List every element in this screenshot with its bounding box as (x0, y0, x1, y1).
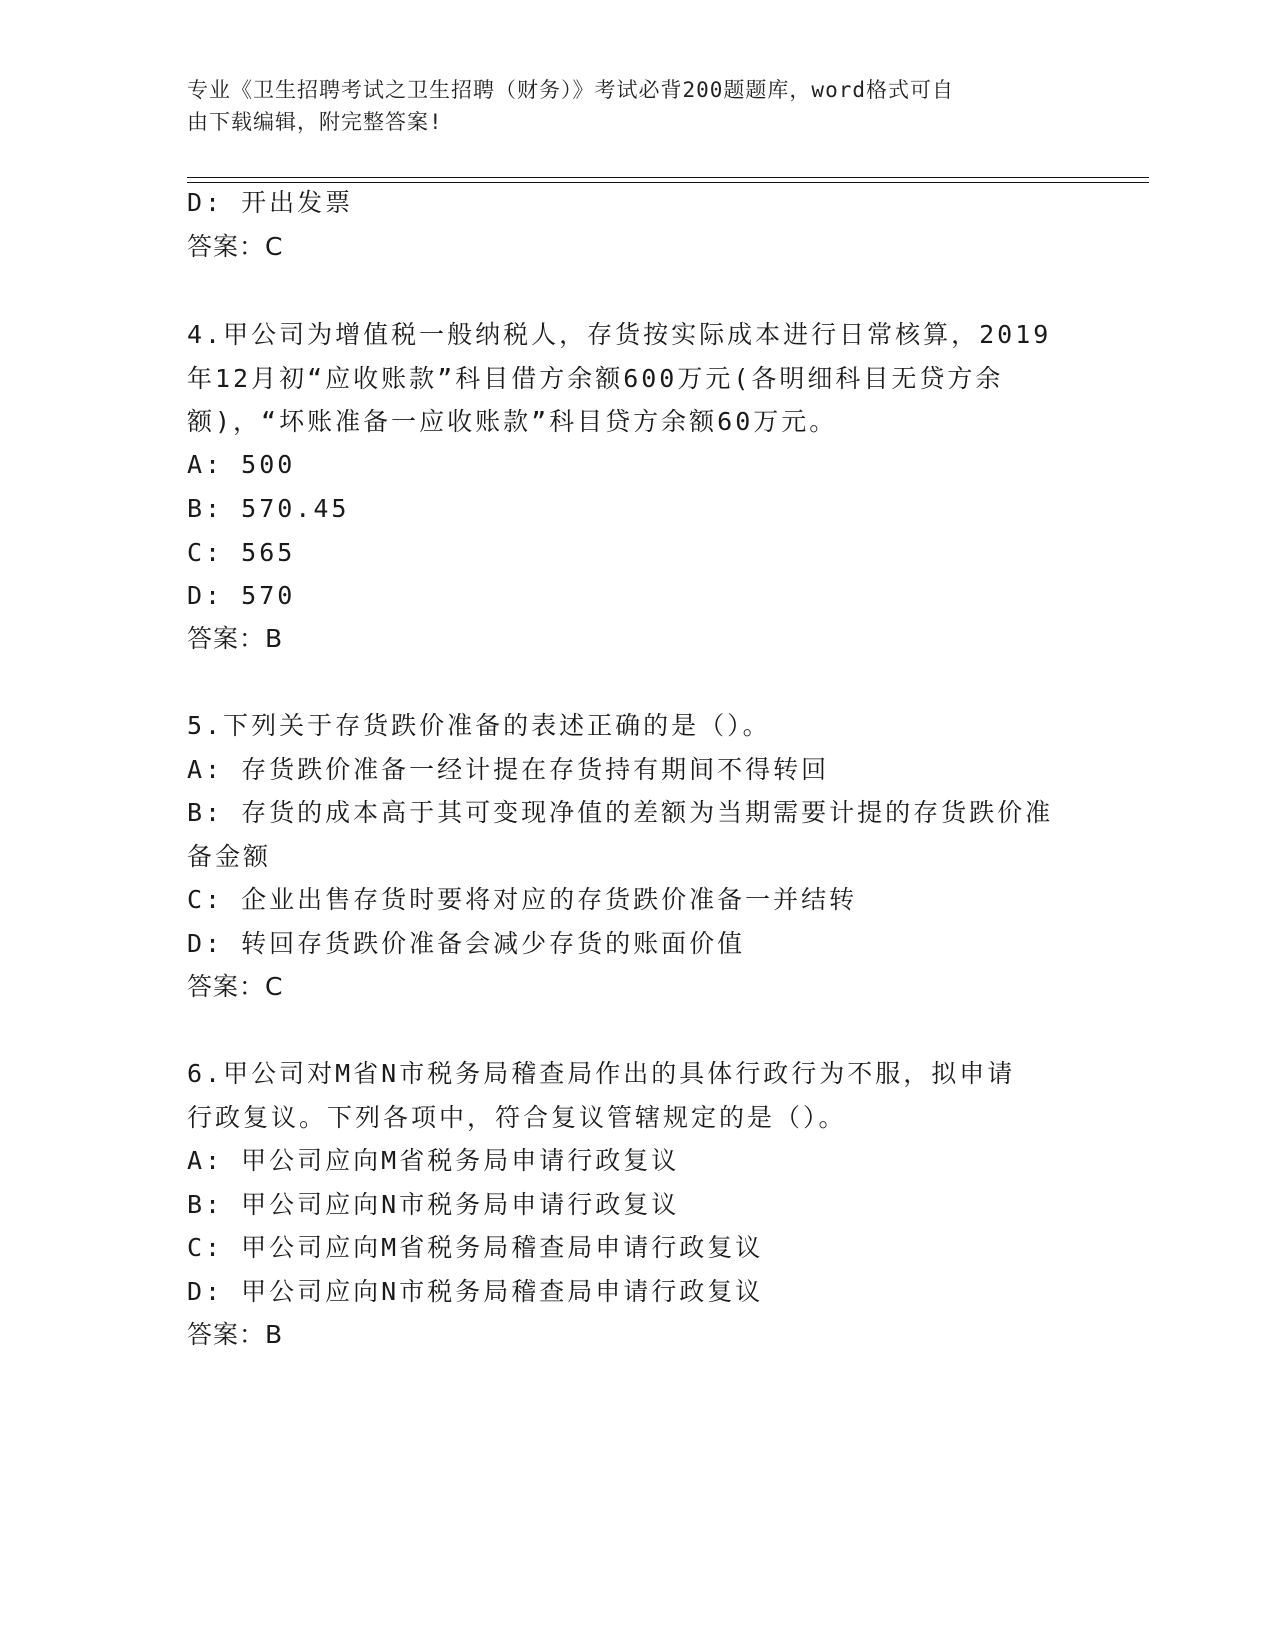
q5-option-b-line-2: 备金额 (187, 842, 272, 871)
header-divider-top (187, 177, 1149, 178)
q6-option-c: C: 甲公司应向M省税务局稽查局申请行政复议 (187, 1233, 764, 1262)
q4-stem-line-2: 年12月初“应收账款”科目借方余额600万元(各明细科目无贷方余 (187, 364, 1004, 393)
q5-option-a: A: 存货跌价准备一经计提在存货持有期间不得转回 (187, 755, 830, 784)
q4-stem-line-1: 4.甲公司为增值税一般纳税人，存货按实际成本进行日常核算，2019 (187, 320, 1052, 349)
q5-option-d: D: 转回存货跌价准备会减少存货的账面价值 (187, 929, 746, 958)
q6-option-b: B: 甲公司应向N市税务局申请行政复议 (187, 1190, 680, 1219)
q4-answer: 答案：B (187, 624, 284, 653)
q6-stem-line-1: 6.甲公司对M省N市税务局稽查局作出的具体行政行为不服，拟申请 (187, 1059, 1016, 1088)
header-divider-bottom (187, 182, 1149, 183)
prev-question-answer: 答案：C (187, 232, 284, 261)
q5-option-c: C: 企业出售存货时要将对应的存货跌价准备一并结转 (187, 885, 858, 914)
q5-answer: 答案：C (187, 972, 284, 1001)
q4-option-b: B: 570.45 (187, 494, 350, 523)
header-line-1: 专业《卫生招聘考试之卫生招聘（财务）》考试必背200题题库，word格式可自 (187, 78, 954, 102)
q5-stem-line-1: 5.下列关于存货跌价准备的表述正确的是（）。 (187, 711, 771, 740)
prev-question-option-d: D: 开出发票 (187, 188, 354, 217)
q5-option-b-line-1: B: 存货的成本高于其可变现净值的差额为当期需要计提的存货跌价准 (187, 798, 1054, 827)
document-header (187, 74, 1067, 138)
q6-option-a: A: 甲公司应向M省税务局申请行政复议 (187, 1146, 680, 1175)
q4-option-a: A: 500 (187, 450, 296, 479)
q4-option-d: D: 570 (187, 581, 296, 610)
q6-answer: 答案：B (187, 1320, 284, 1349)
header-line-2: 由下载编辑，附完整答案! (187, 110, 443, 134)
q6-option-d: D: 甲公司应向N市税务局稽查局申请行政复议 (187, 1277, 764, 1306)
q4-option-c: C: 565 (187, 538, 296, 567)
q4-stem-line-3: 额)，“坏账准备一应收账款”科目贷方余额60万元。 (187, 407, 838, 436)
q6-stem-line-2: 行政复议。下列各项中，符合复议管辖规定的是（）。 (187, 1103, 847, 1132)
